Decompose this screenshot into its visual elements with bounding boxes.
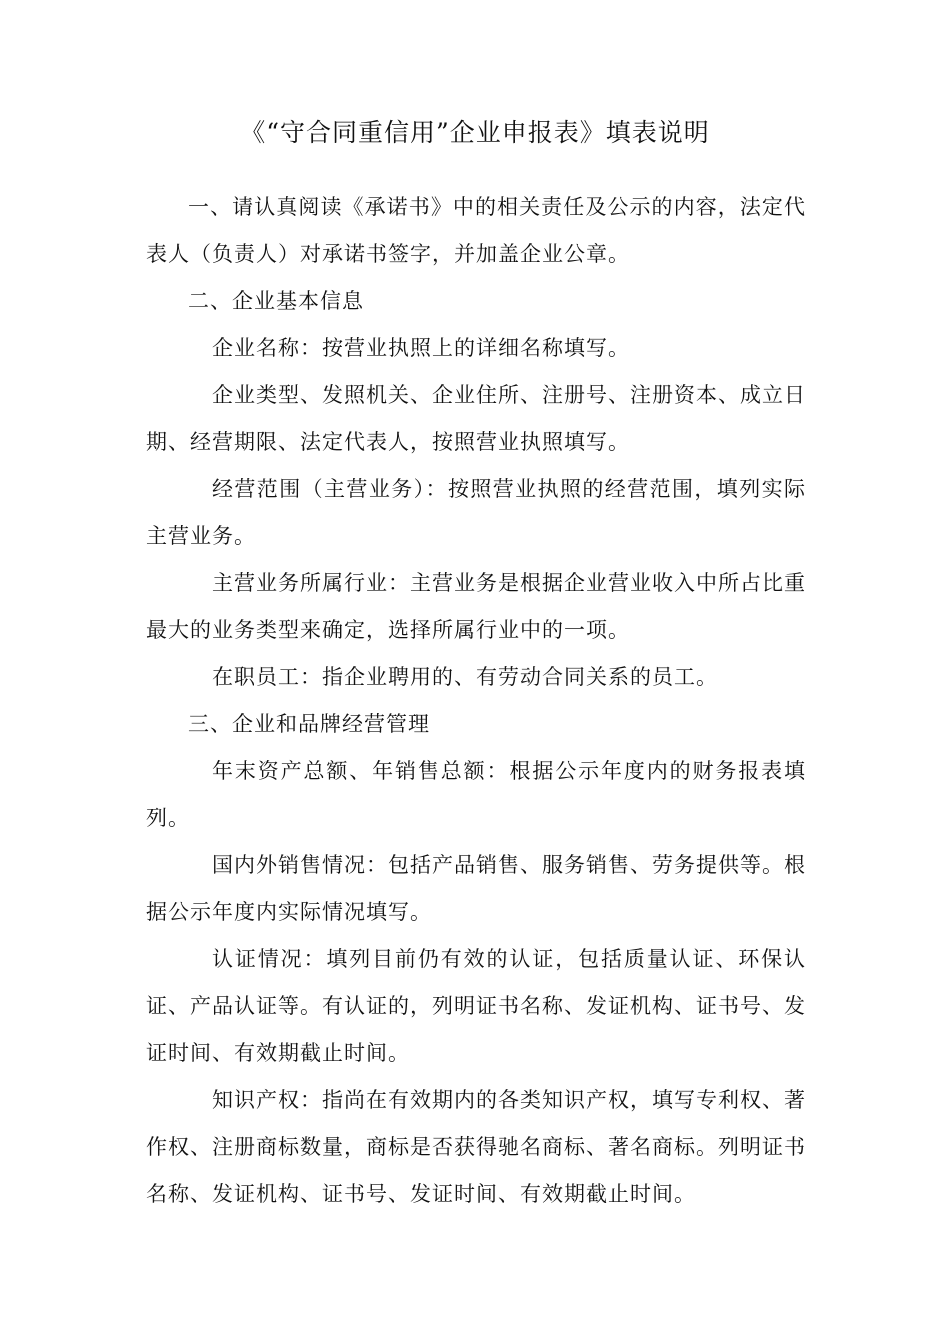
- domestic-foreign-sales-instruction: 国内外销售情况：包括产品销售、服务销售、劳务提供等。根据公示年度内实际情况填写。: [146, 853, 806, 924]
- intellectual-property-instruction: 知识产权：指尚在有效期内的各类知识产权，填写专利权、著作权、注册商标数量，商标是否获得驰名商标、著名商标。列明证书名称、发证机构、证书号、发证时间、有效期截止时间。: [146, 1088, 806, 1206]
- certification-instruction: 认证情况：填列目前仍有效的认证，包括质量认证、环保认证、产品认证等。有认证的，列明证书名称、发证机构、证书号、发证时间、有效期截止时间。: [146, 947, 806, 1065]
- section-1-paragraph: 一、请认真阅读《承诺书》中的相关责任及公示的内容，法定代表人（负责人）对承诺书签字，并加盖企业公章。: [146, 195, 806, 266]
- business-scope-instruction: 经营范围（主营业务）：按照营业执照的经营范围，填列实际主营业务。: [146, 477, 806, 548]
- industry-instruction: 主营业务所属行业：主营业务是根据企业营业收入中所占比重最大的业务类型来确定，选择所属行业中的一项。: [146, 571, 806, 642]
- document-body: [146, 184, 806, 1218]
- section-3-heading: 三、企业和品牌经营管理: [188, 712, 430, 736]
- section-2-heading: 二、企业基本信息: [188, 289, 364, 313]
- assets-sales-instruction: 年末资产总额、年销售总额：根据公示年度内的财务报表填列。: [146, 759, 806, 830]
- employees-instruction: 在职员工：指企业聘用的、有劳动合同关系的员工。: [212, 665, 718, 689]
- license-info-instruction: 企业类型、发照机关、企业住所、注册号、注册资本、成立日期、经营期限、法定代表人，按照营业执照填写。: [146, 383, 806, 454]
- company-name-instruction: 企业名称：按营业执照上的详细名称填写。: [212, 336, 630, 360]
- document-title: 《“守合同重信用”企业申报表》填表说明: [240, 118, 710, 147]
